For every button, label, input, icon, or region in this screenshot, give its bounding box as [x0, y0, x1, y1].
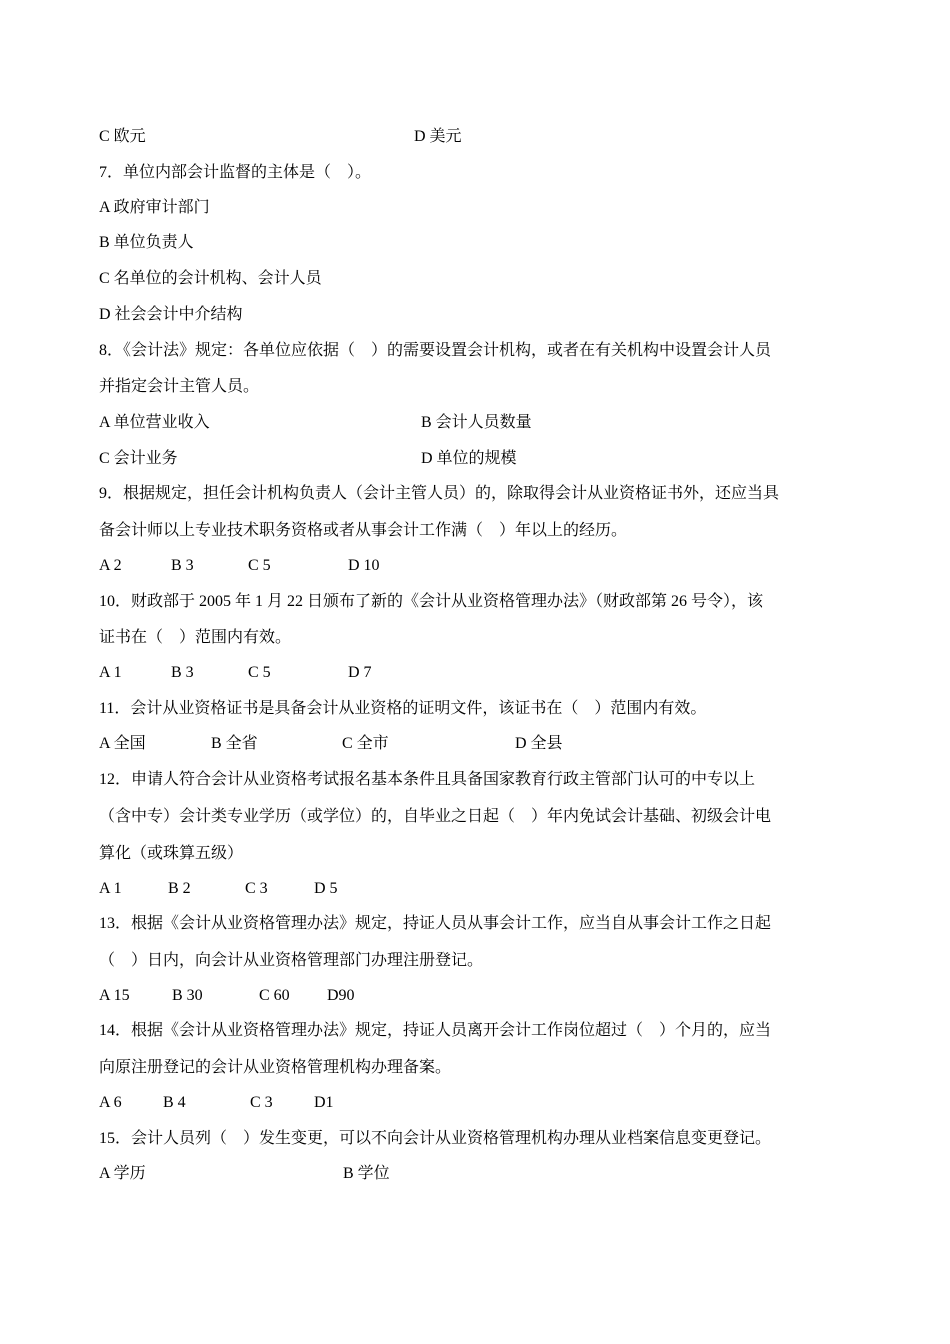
q13-option-d: D90	[327, 987, 355, 1004]
q15-option-a: A 学历	[99, 1165, 146, 1182]
q12-option-c: C 3	[245, 880, 268, 897]
q11-option-d: D 全县	[515, 735, 563, 752]
q6-option-d: D 美元	[414, 128, 462, 145]
q8-option-d: D 单位的规模	[421, 450, 517, 467]
q8-option-c: C 会计业务	[99, 450, 178, 467]
q12-option-d: D 5	[314, 880, 338, 897]
q10-option-d: D 7	[348, 664, 372, 681]
q7-option-a: A 政府审计部门	[99, 199, 210, 216]
q10-question-line-1: 10．财政部于 2005 年 1 月 22 日颁布了新的《会计从业资格管理办法》（财政部第 26 号令），该	[99, 593, 764, 610]
q11-option-b: B 全省	[211, 735, 258, 752]
q14-option-b: B 4	[163, 1094, 186, 1111]
q12-option-a: A 1	[99, 880, 122, 897]
q8-option-a: A 单位营业收入	[99, 414, 210, 431]
q7-question: 7．单位内部会计监督的主体是（ ）。	[99, 164, 372, 181]
q12-option-b: B 2	[168, 880, 191, 897]
q15-option-b: B 学位	[343, 1165, 390, 1182]
q9-question-line-1: 9．根据规定，担任会计机构负责人（会计主管人员）的，除取得会计从业资格证书外，还应当具	[99, 485, 780, 502]
q13-option-b: B 30	[172, 987, 203, 1004]
q14-question-line-2: 向原注册登记的会计从业资格管理机构办理备案。	[99, 1059, 452, 1076]
q11-option-a: A 全国	[99, 735, 146, 752]
q10-option-a: A 1	[99, 664, 122, 681]
q14-option-c: C 3	[250, 1094, 273, 1111]
q12-question-line-3: 算化（或珠算五级）	[99, 845, 244, 862]
q14-option-d: D1	[314, 1094, 334, 1111]
q9-option-a: A 2	[99, 557, 122, 574]
q6-option-c: C 欧元	[99, 128, 146, 145]
q13-option-c: C 60	[259, 987, 290, 1004]
q9-option-c: C 5	[248, 557, 271, 574]
q14-option-a: A 6	[99, 1094, 122, 1111]
q9-question-line-2: 备会计师以上专业技术职务资格或者从事会计工作满（ ）年以上的经历。	[99, 522, 628, 539]
q10-option-b: B 3	[171, 664, 194, 681]
q7-option-b: B 单位负责人	[99, 234, 194, 251]
q10-question-line-2: 证书在（ ）范围内有效。	[99, 629, 292, 646]
q14-question-line-1: 14．根据《会计从业资格管理办法》规定，持证人员离开会计工作岗位超过（ ）个月的，应当	[99, 1022, 772, 1039]
q12-question-line-1: 12．申请人符合会计从业资格考试报名基本条件且具备国家教育行政主管部门认可的中专以上	[99, 771, 756, 788]
q15-question: 15．会计人员列（ ）发生变更，可以不向会计从业资格管理机构办理从业档案信息变更登记。	[99, 1130, 772, 1147]
q13-question-line-1: 13．根据《会计从业资格管理办法》规定，持证人员从事会计工作，应当自从事会计工作之日起	[99, 915, 772, 932]
q8-option-b: B 会计人员数量	[421, 414, 532, 431]
q8-question-line-2: 并指定会计主管人员。	[99, 378, 260, 395]
q9-option-b: B 3	[171, 557, 194, 574]
q13-option-a: A 15	[99, 987, 130, 1004]
q7-option-c: C 名单位的会计机构、会计人员	[99, 270, 322, 287]
q7-option-d: D 社会会计中介结构	[99, 306, 243, 323]
q9-option-d: D 10	[348, 557, 380, 574]
q12-question-line-2: （含中专）会计类专业学历（或学位）的，自毕业之日起（ ）年内免试会计基础、初级会计电	[99, 808, 772, 825]
q11-question: 11．会计从业资格证书是具备会计从业资格的证明文件，该证书在（ ）范围内有效。	[99, 700, 707, 717]
q10-option-c: C 5	[248, 664, 271, 681]
q13-question-line-2: （ ）日内，向会计从业资格管理部门办理注册登记。	[99, 952, 484, 969]
q11-option-c: C 全市	[342, 735, 389, 752]
q8-question-line-1: 8．《会计法》规定：各单位应依据（ ）的需要设置会计机构，或者在有关机构中设置会计人员	[99, 342, 772, 359]
